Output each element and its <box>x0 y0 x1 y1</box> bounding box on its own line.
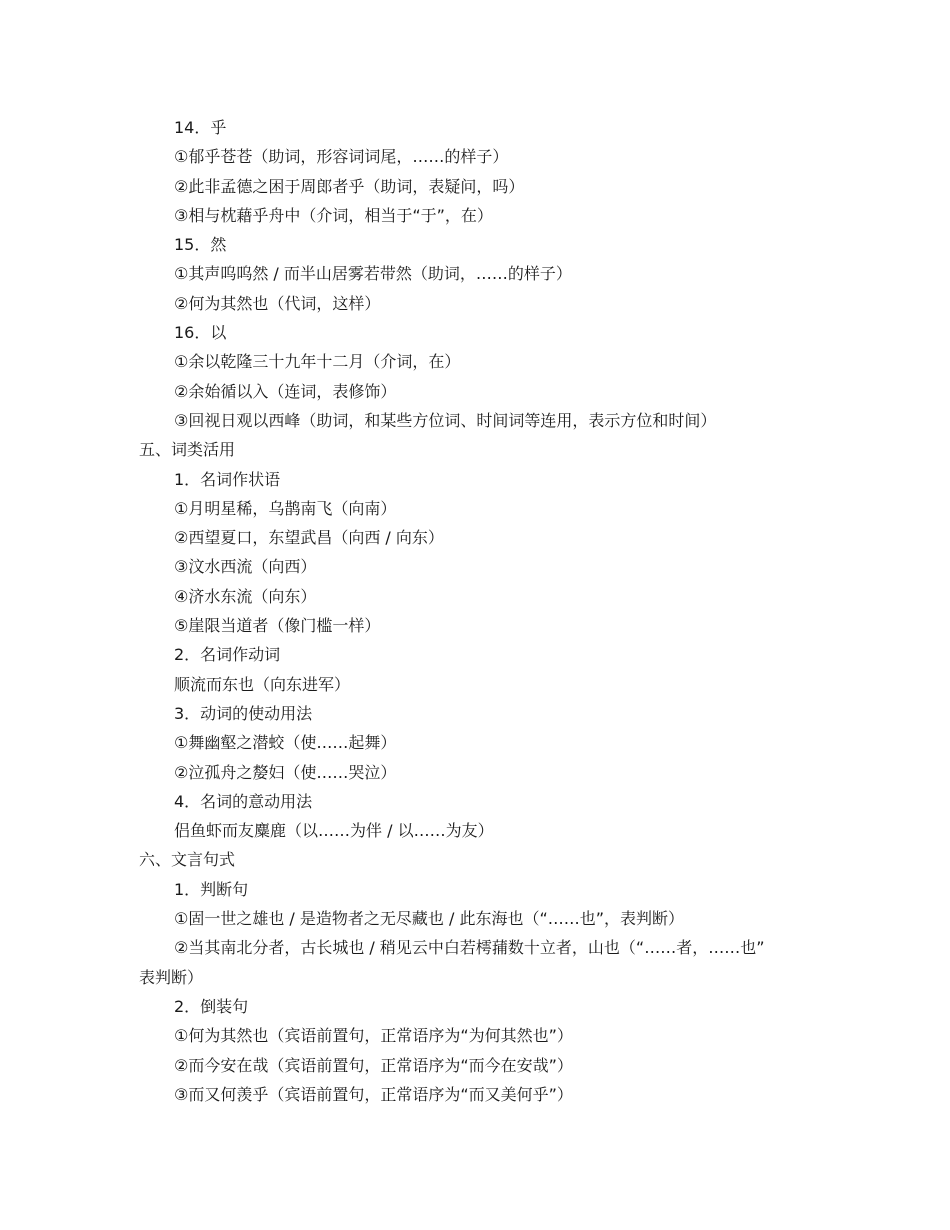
list-item: ②西望夏口，东望武昌（向西 / 向东） <box>174 528 444 548</box>
list-item: ③回视日观以西峰（助词，和某些方位词、时间词等连用，表示方位和时间） <box>174 410 717 430</box>
list-item: ③而又何羡乎（宾语前置句，正常语序为“而又美何乎”） <box>174 1084 573 1104</box>
section-heading-sentence-patterns: 六、文言句式 <box>139 850 236 870</box>
heading-ran: 15．然 <box>174 235 227 255</box>
subheading: 1．名词作状语 <box>174 469 281 489</box>
subheading: 1．判断句 <box>174 879 249 899</box>
list-item: ②泣孤舟之嫠妇（使……哭泣） <box>174 762 397 782</box>
list-item: ④济水东流（向东） <box>174 586 317 606</box>
document-body <box>139 113 819 1109</box>
list-item: ⑤崖限当道者（像门槛一样） <box>174 616 381 636</box>
list-item: 顺流而东也（向东进军） <box>174 674 351 694</box>
heading-hu: 14．乎 <box>174 118 227 137</box>
list-item: ②余始循以入（连词，表修饰） <box>174 381 397 401</box>
subheading: 2．名词作动词 <box>174 645 281 665</box>
list-item: ①郁乎苍苍（助词，形容词词尾，……的样子） <box>174 147 509 167</box>
list-item-continuation: 表判断） <box>139 967 204 987</box>
list-item: ②而今安在哉（宾语前置句，正常语序为“而今在安哉”） <box>174 1055 573 1075</box>
list-item: ①月明星稀，乌鹊南飞（向南） <box>174 498 397 518</box>
list-item: ②此非孟德之困于周郎者乎（助词，表疑问，吗） <box>174 176 525 196</box>
list-item: ①其声呜呜然 / 而半山居雾若带然（助词，……的样子） <box>174 264 572 284</box>
list-item: ③汶水西流（向西） <box>174 557 317 577</box>
list-item: ①何为其然也（宾语前置句，正常语序为“为何其然也”） <box>174 1026 573 1046</box>
subheading: 4．名词的意动用法 <box>174 791 313 811</box>
list-item: 侣鱼虾而友麋鹿（以……为伴 / 以……为友） <box>174 821 494 841</box>
list-item: ③相与枕藉乎舟中（介词，相当于“于”，在） <box>174 205 493 225</box>
list-item: ①舞幽壑之潜蛟（使……起舞） <box>174 733 397 753</box>
list-item: ②何为其然也（代词，这样） <box>174 293 381 313</box>
section-heading-word-class: 五、词类活用 <box>139 440 236 460</box>
list-item: ②当其南北分者，古长城也 / 稍见云中白若樗蒱数十立者，山也（“……者，……也” <box>174 938 765 958</box>
subheading: 2．倒装句 <box>174 996 249 1016</box>
list-item: ①固一世之雄也 / 是造物者之无尽藏也 / 此东海也（“……也”，表判断） <box>174 909 685 929</box>
subheading: 3．动词的使动用法 <box>174 703 313 723</box>
list-item: ①余以乾隆三十九年十二月（介词，在） <box>174 352 461 372</box>
heading-yi: 16．以 <box>174 323 227 343</box>
